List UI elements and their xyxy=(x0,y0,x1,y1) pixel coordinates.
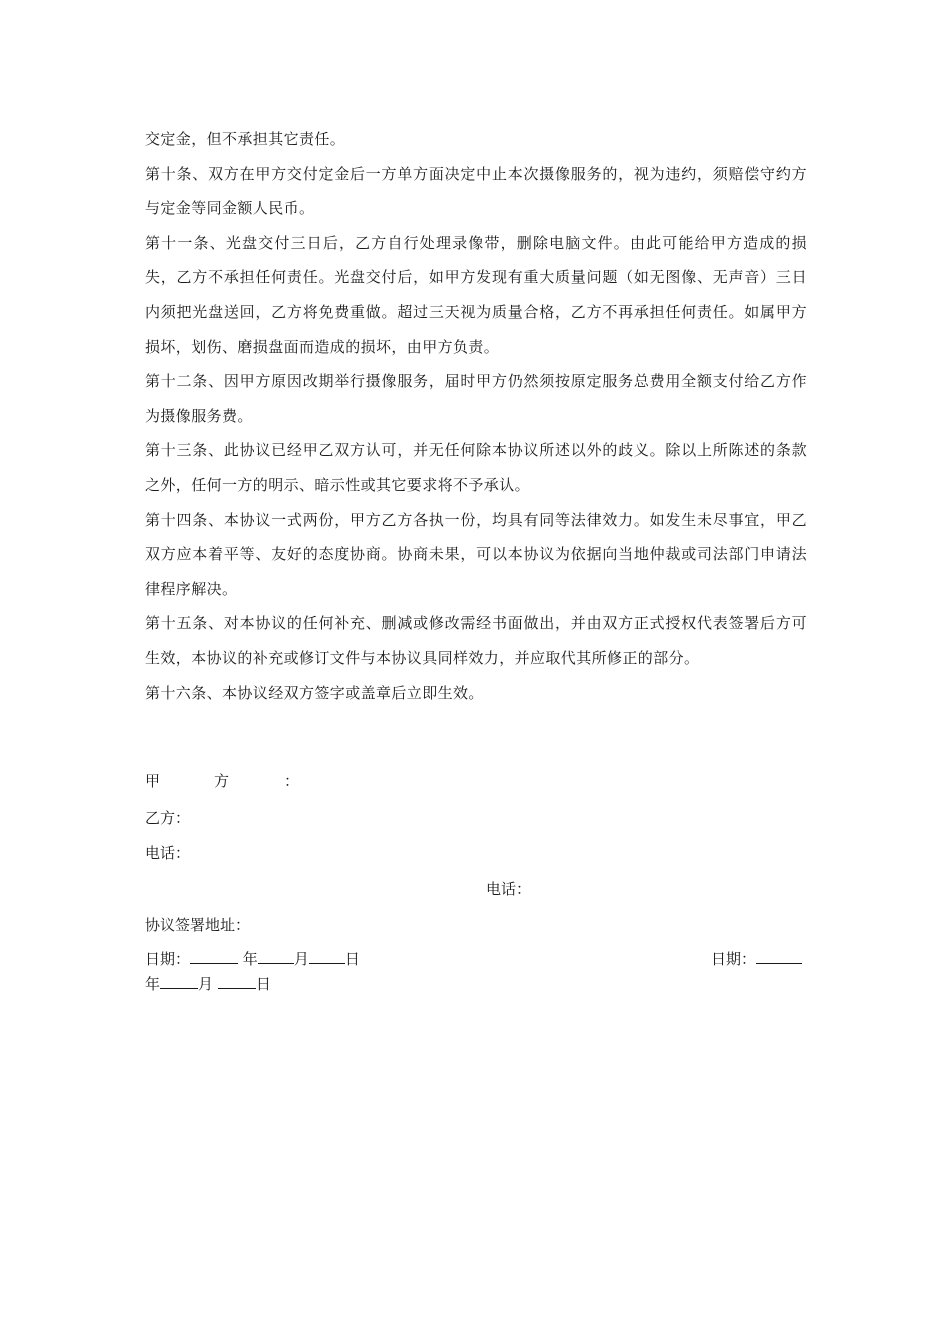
day-blank-right[interactable] xyxy=(218,974,256,989)
date-left-label: 日期： xyxy=(145,950,191,968)
party-b-signature-line: 乙方： xyxy=(145,809,191,827)
month-blank-left[interactable] xyxy=(258,949,294,964)
year-blank-right[interactable] xyxy=(756,949,802,964)
clause-12: 第十二条、因甲方原因改期举行摄像服务，届时甲方仍然须按原定服务总费用全额支付给乙方作为摄像服务费。 xyxy=(145,372,807,425)
party-a-char-1: 甲 xyxy=(145,772,161,790)
day-blank-left[interactable] xyxy=(309,949,345,964)
date-right-label: 日期： xyxy=(711,950,757,968)
date-right-line xyxy=(711,942,802,976)
contract-body xyxy=(145,122,807,710)
clause-15: 第十五条、对本协议的任何补充、删减或修改需经书面做出，并由双方正式授权代表签署后方可生效，本协议的补充或修订文件与本协议具同样效力，并应取代其所修正的部分。 xyxy=(145,614,807,667)
clause-14: 第十四条、本协议一式两份，甲方乙方各执一份，均具有同等法律效力。如发生未尽事宜，甲乙双方应本着平等、友好的态度协商。协商未果，可以本协议为依据向当地仲裁或司法部门申请法律程序解决。 xyxy=(145,510,807,598)
day-label-left: 日 xyxy=(344,950,360,968)
day-label-right: 日 xyxy=(255,975,271,993)
year-blank-left[interactable] xyxy=(190,949,238,964)
party-a-colon: ： xyxy=(284,772,300,790)
signing-address-line: 协议签署地址： xyxy=(145,916,251,934)
clause-13: 第十三条、此协议已经甲乙双方认可，并无任何除本协议所述以外的歧义。除以上所陈述的条款之外，任何一方的明示、暗示性或其它要求将不予承认。 xyxy=(145,441,807,494)
date-right-continuation xyxy=(145,967,271,1001)
phone-left-line: 电话： xyxy=(145,844,191,862)
clause-10: 第十条、双方在甲方交付定金后一方单方面决定中止本次摄像服务的，视为违约，须赔偿守约方与定金等同金额人民币。 xyxy=(145,164,807,218)
month-label-left: 月 xyxy=(293,950,309,968)
clause-continuation: 交定金，但不承担其它责任。 xyxy=(145,130,346,148)
clause-16: 第十六条、本协议经双方签字或盖章后立即生效。 xyxy=(145,683,484,702)
clause-11: 第十一条、光盘交付三日后，乙方自行处理录像带，删除电脑文件。由此可能给甲方造成的损失，乙方不承担任何责任。光盘交付后，如甲方发现有重大质量问题（如无图像、无声音）三日内须把光盘送回，乙方将免费重做。超过三天视为质量合格，乙方不再承担任何责任。如属甲方损坏，划伤、磨损盘面而造成的损坏，由甲方负责。 xyxy=(145,233,807,356)
year-label-left: 年 xyxy=(242,950,258,968)
month-label-right: 月 xyxy=(198,975,214,993)
party-a-char-2: 方 xyxy=(214,772,230,790)
month-blank-right[interactable] xyxy=(160,974,198,989)
phone-right-line: 电话： xyxy=(486,880,532,898)
year-label-right: 年 xyxy=(145,975,161,993)
